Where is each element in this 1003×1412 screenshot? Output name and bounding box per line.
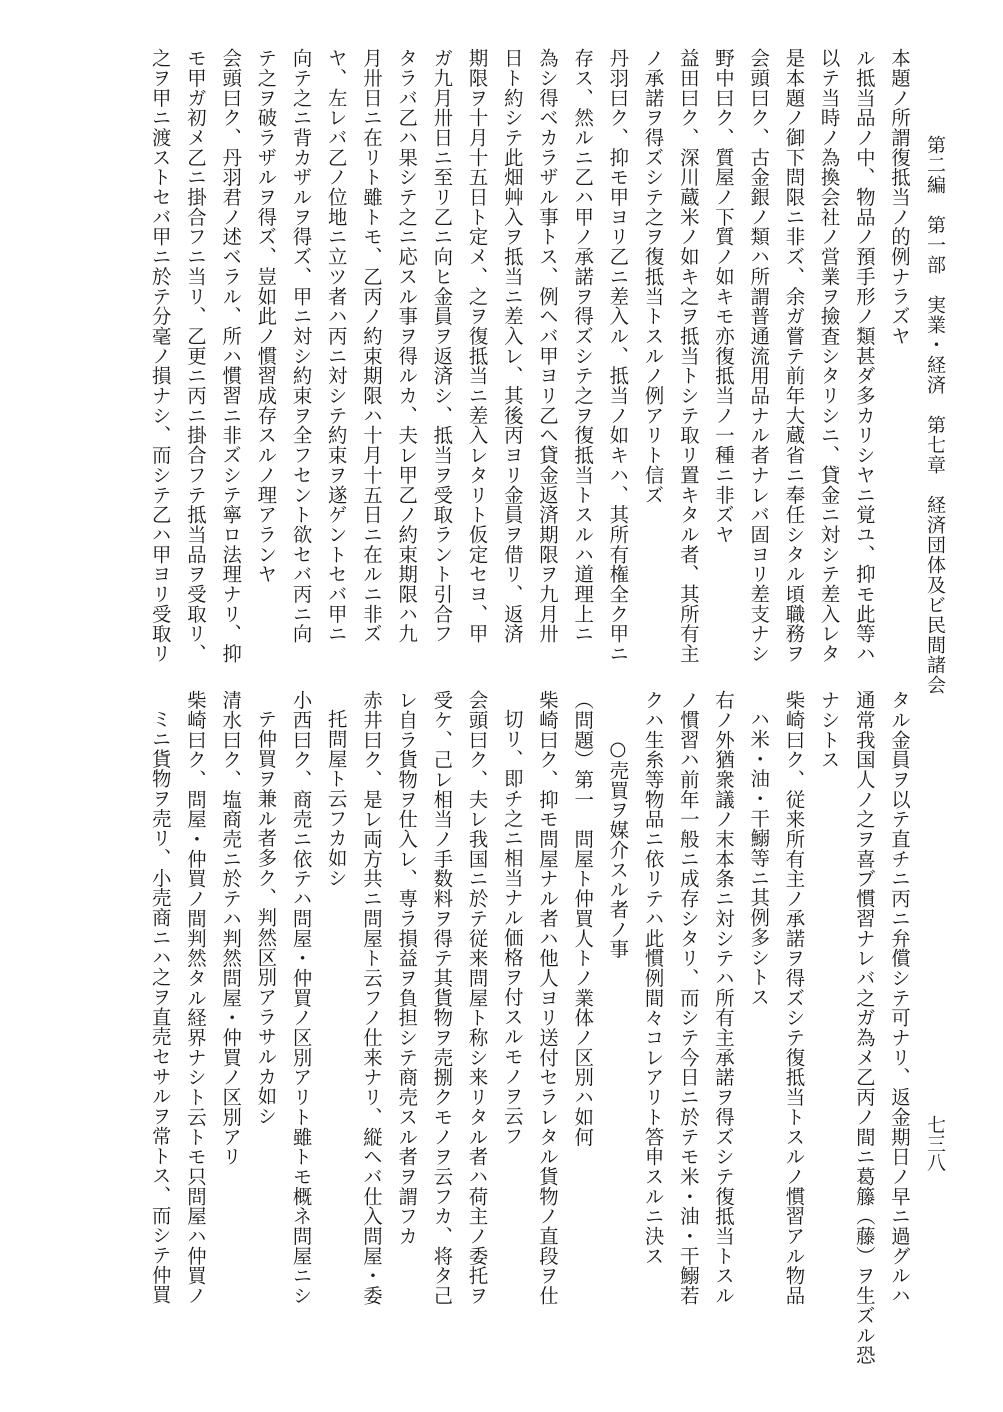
text-column: レ自ラ貨物ヲ仕入レ、専ラ損益ヲ負担シテ商売スル者ヲ謂フカ bbox=[395, 690, 419, 1246]
text-column: タル金員ヲ以テ直チニ丙ニ弁償シテ可ナリ、返金期日ノ早ニ過グルハ bbox=[888, 690, 911, 1306]
text-column: 赤井曰ク、是レ両方共ニ問屋ト云フノ仕来ナリ、縦ヘバ仕入問屋・委 bbox=[359, 690, 383, 1306]
text-column: 日ト約シテ此畑艸入ヲ抵当ニ差入レ、其後丙ヨリ金員ヲ借リ、返済 bbox=[500, 48, 524, 644]
text-column: 月卅日ニ在リト雖トモ、乙丙ノ約束期限ハ十月十五日ニ在ルニ非ズ bbox=[359, 48, 383, 644]
text-column: 存ス、然ルニ乙ハ甲ノ承諾ヲ得ズシテ之ヲ復抵当トスルハ道理上ニ bbox=[571, 48, 595, 644]
text-column: ナシトス bbox=[817, 690, 841, 770]
text-column: 期限ヲ十月十五日ト定メ、之ヲ復抵当ニ差入レタリト仮定セヨ、甲 bbox=[465, 48, 489, 644]
text-column: 為シ得ベカラザル事トス、例ヘバ甲ヨリ乙ヘ貸金返済期限ヲ九月卅 bbox=[535, 48, 559, 644]
text-column: タラバ乙ハ果シテ之ニ応スル事ヲ得ルカ、夫レ甲乙ノ約束期限ハ九 bbox=[395, 48, 419, 644]
text-column: 小西曰ク、商売ニ依テハ問屋・仲買ノ区別アリト雖トモ概ネ問屋ニシ bbox=[289, 690, 313, 1306]
question-heading: （問題）第一 問屋ト仲買人トノ業体ノ区別ハ如何 bbox=[571, 690, 595, 1147]
text-column: クハ生糸等物品ニ依リテハ此慣例間々コレアリト答申スルニ決ス bbox=[641, 690, 665, 1266]
page-number: 七三八 bbox=[924, 1115, 946, 1172]
text-column: 向テ之ニ背カザルヲ得ズ、甲ニ対シ約束ヲ全フセント欲セバ丙ニ向 bbox=[289, 48, 313, 644]
text-column: 野中曰ク、質屋ノ下質ノ如キモ亦復抵当ノ一種ニ非ズヤ bbox=[711, 48, 735, 545]
text-column: テ之ヲ破ラザルヲ得ズ、豈如此ノ慣習成存スルノ理アランヤ bbox=[254, 48, 278, 584]
text-column: ノ慣習ハ前年一般ニ成存シタリ、而シテ今日ニ於テモ米・油・干鰯若 bbox=[676, 690, 700, 1306]
text-column: モ甲ガ初メ乙ニ掛合フニ当リ、乙更ニ丙ニ掛合フテ抵当品ヲ受取リ、 bbox=[183, 48, 207, 664]
text-column: 本題ノ所謂復抵当ノ的例ナラズヤ bbox=[888, 48, 911, 346]
text-column: 柴崎曰ク、従来所有主ノ承諾ヲ得ズシテ復抵当トスルノ慣習アル物品 bbox=[782, 690, 806, 1306]
text-column: 柴崎曰ク、抑モ問屋ナル者ハ他人ヨリ送付セラレタル貨物ノ直段ヲ仕 bbox=[535, 690, 559, 1306]
text-column: 切リ、即チ之ニ相当ナル価格ヲ付スルモノヲ云フ bbox=[500, 709, 524, 1147]
text-column: 会頭曰ク、夫レ我国ニ於テ従来問屋ト称シ来リタル者ハ荷主ノ委托ヲ bbox=[465, 690, 489, 1306]
text-column: ル抵当品ノ中、物品ノ預手形ノ類甚ダ多カリシヤニ覚ユ、抑モ此等ハ bbox=[852, 48, 876, 664]
text-column: ガ九月卅日ニ至リ乙ニ向ヒ金員ヲ返済シ、抵当ヲ受取ラント引合フ bbox=[430, 48, 454, 644]
upper-text-block bbox=[143, 48, 917, 664]
text-column: 通常我国人ノ之ヲ喜ブ慣習ナレバ之ガ為メ乙丙ノ間ニ葛籐（藤）ヲ生ズル恐 bbox=[852, 690, 876, 1365]
text-column: ハ米・油・干鰯等ニ其例多シトス bbox=[747, 709, 771, 1008]
text-column: 受ケ、己レ相当ノ手数料ヲ得テ其貨物ヲ売捌クモノヲ云フカ、将タ己 bbox=[430, 690, 454, 1306]
text-column: 清水曰ク、塩商売ニ於テハ判然問屋・仲買ノ区別アリ bbox=[219, 690, 243, 1167]
section-heading: ○売買ヲ媒介スル者ノ事 bbox=[606, 736, 630, 959]
text-column: ヤ、左レバ乙ノ位地ニ立ツ者ハ丙ニ対シテ約束ヲ遂ゲントセバ甲ニ bbox=[324, 48, 348, 644]
text-column: テ仲買ヲ兼ル者多ク、判然区別アラサルカ如シ bbox=[254, 709, 278, 1127]
text-column: ミニ貨物ヲ売リ、小売商ニハ之ヲ直売セサルヲ常トス、而シテ仲買 bbox=[148, 709, 172, 1305]
text-column: 会頭曰ク、丹羽君ノ述ベラル、所ハ慣習ニ非ズシテ寧ロ法理ナリ、抑 bbox=[219, 48, 243, 664]
lower-text-block bbox=[143, 690, 917, 1365]
text-column: 右ノ外猶衆議ノ末本条ニ対シテハ所有主承諾ヲ得ズシテ復抵当トスル bbox=[711, 690, 735, 1306]
text-column: 是本題ノ御下問限ニ非ズ、余ガ嘗テ前年大蔵省ニ奉任シタル頃職務ヲ bbox=[782, 48, 806, 664]
text-column: 以テ当時ノ為換会社ノ営業ヲ撿査シタリシニ、貸金ニ対シテ差入レタ bbox=[817, 48, 841, 664]
text-column: 柴崎曰ク、問屋・仲買ノ間判然タル経界ナシト云トモ只問屋ハ仲買ノ bbox=[183, 690, 207, 1306]
text-column: 之ヲ甲ニ渡ストセバ甲ニ於テ分毫ノ損ナシ、而シテ乙ハ甲ヨリ受取リ bbox=[148, 48, 172, 664]
text-column: ノ承諾ヲ得ズシテ之ヲ復抵当トスルノ例アリト信ズ bbox=[641, 48, 665, 505]
text-column: 会頭曰ク、古金銀ノ類ハ所謂普通流用品ナル者ナレバ固ヨリ差支ナシ bbox=[747, 48, 771, 664]
text-column: 益田曰ク、深川蔵米ノ如キ之ヲ抵当トシテ取リ置キタル者、其所有主 bbox=[676, 48, 700, 664]
text-column: 托問屋ト云フカ如シ bbox=[324, 709, 348, 889]
running-head: 第二編 第一部 実業・経済 第七章 経済団体及ビ民間諸会 bbox=[924, 135, 946, 695]
text-column: 丹羽曰ク、抑モ甲ヨリ乙ニ差入ル、抵当ノ如キハ、其所有権全ク甲ニ bbox=[606, 48, 630, 664]
